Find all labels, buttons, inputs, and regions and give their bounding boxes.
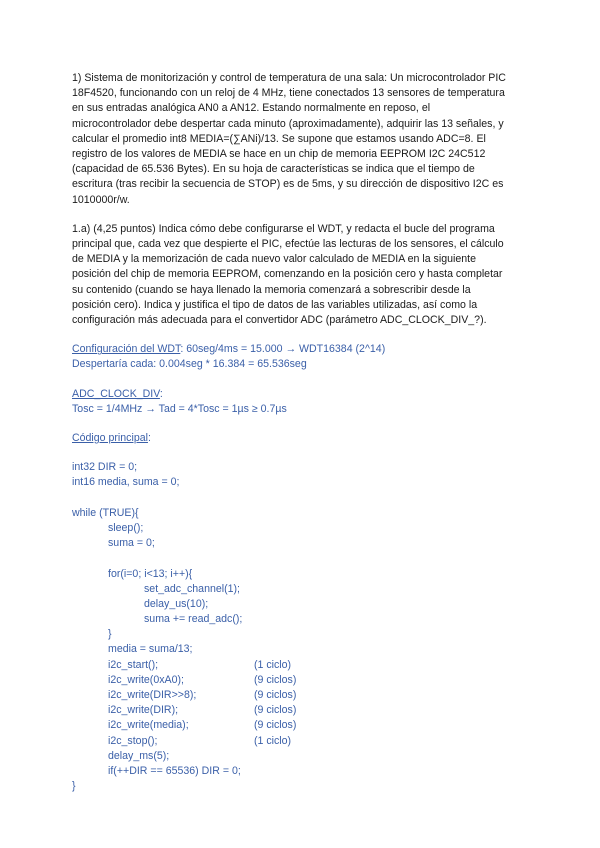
code-line: media = suma/13;	[108, 643, 193, 656]
code-line: set_adc_channel(1);	[144, 582, 240, 595]
cycle-comment: (9 ciclos)	[254, 719, 297, 732]
code-heading-section: Código principal:	[72, 432, 151, 444]
code-line: if(++DIR == 65536) DIR = 0;	[108, 764, 241, 777]
cycle-comment: (9 ciclos)	[254, 704, 297, 717]
problem-question: 1.a) (4,25 puntos) Indica cómo debe configurarse el WDT, y redacta el bucle del programa principal que, cada vez que despierte el PIC, efectúe las lecturas de los sensores, el cálculo de MEDIA y la memorización de cada nuevo valor calculado de MEDIA en la siguiente posición del chip de memoria EEPROM, comenzando en la posición cero y hasta completar su contenido (cuando se haya llenado la memoria comenzará a sobrescribir desde la posición cero). Indica y justifica el tipo de datos de las variables utilizadas, así como la configuración más adecuada para el convertidor ADC (parámetro ADC_CLOCK_DIV_?).	[72, 222, 504, 327]
code-line: int16 media, suma = 0;	[72, 476, 180, 489]
code-line: int32 DIR = 0;	[72, 461, 138, 474]
cycle-comment: (1 ciclo)	[254, 734, 292, 747]
code-line: suma = 0;	[108, 537, 155, 550]
code-line: i2c_write(DIR); (9 ciclos)	[72, 703, 532, 718]
cycle-comment: (9 ciclos)	[254, 673, 297, 686]
adc-heading: ADC_CLOCK_DIV	[72, 387, 160, 400]
document-page	[72, 71, 532, 794]
wdt-wake-period: Despertaría cada: 0.004seg * 16.384 = 65.536seg	[72, 358, 307, 371]
code-line: i2c_stop(); (1 ciclo)	[72, 734, 532, 749]
code-line: i2c_write(0xA0); (9 ciclos)	[72, 673, 532, 688]
problem-statement: 1) Sistema de monitorización y control de temperatura de una sala: Un microcontrolador PIC 18F4520, funcionando con un reloj de 4 MHz, tiene conectados 13 sensores de temperatura en sus entradas analógica AN0 a AN12. Estando normalmente en reposo, el microcontrolador debe despertar cada minuto (aproximadamente), adquirir las 13 señales, y calcular el promedio int8 MEDIA=(∑ANi)/13. Se supone que estamos usando ADC=8. El registro de los valores de MEDIA se hace en un chip de memoria EEPROM I2C 24C512 (capacidad de 65.536 Bytes). En su hoja de características se indica que el tiempo de escritura (tras recibir la secuencia de STOP) es de 5ms, y su dirección de dispositivo I2C es 1010000r/w.	[72, 72, 506, 206]
wdt-calculation: : 60seg/4ms = 15.000 → WDT16384 (2^14)	[180, 343, 386, 356]
code-line: while (TRUE){	[72, 506, 139, 519]
code-line: delay_ms(5);	[108, 749, 170, 762]
code-line: sleep();	[108, 521, 144, 534]
wdt-heading: Configuración del WDT	[72, 343, 181, 356]
wdt-config-section	[72, 342, 532, 372]
code-line: }	[108, 628, 112, 641]
adc-calculation: Tosc = 1/4MHz → Tad = 4*Tosc = 1µs ≥ 0.7µs	[72, 402, 287, 415]
code-line: }	[72, 780, 76, 793]
adc-config-section: ADC_CLOCK_DIV: Tosc = 1/4MHz → Tad = 4*Tosc = 1µs ≥ 0.7µs	[72, 387, 532, 417]
cycle-comment: (1 ciclo)	[254, 658, 292, 671]
code-line: i2c_start(); (1 ciclo)	[72, 658, 532, 673]
code-line: i2c_write(DIR>>8); (9 ciclos)	[72, 688, 532, 703]
code-line: delay_us(10);	[144, 597, 209, 610]
code-listing	[72, 460, 532, 794]
code-line: for(i=0; i<13; i++){	[108, 567, 193, 580]
cycle-comment: (9 ciclos)	[254, 689, 297, 701]
code-line: i2c_write(media); (9 ciclos)	[72, 718, 532, 733]
code-line: suma += read_adc();	[144, 613, 243, 626]
code-heading: Código principal	[72, 432, 148, 444]
